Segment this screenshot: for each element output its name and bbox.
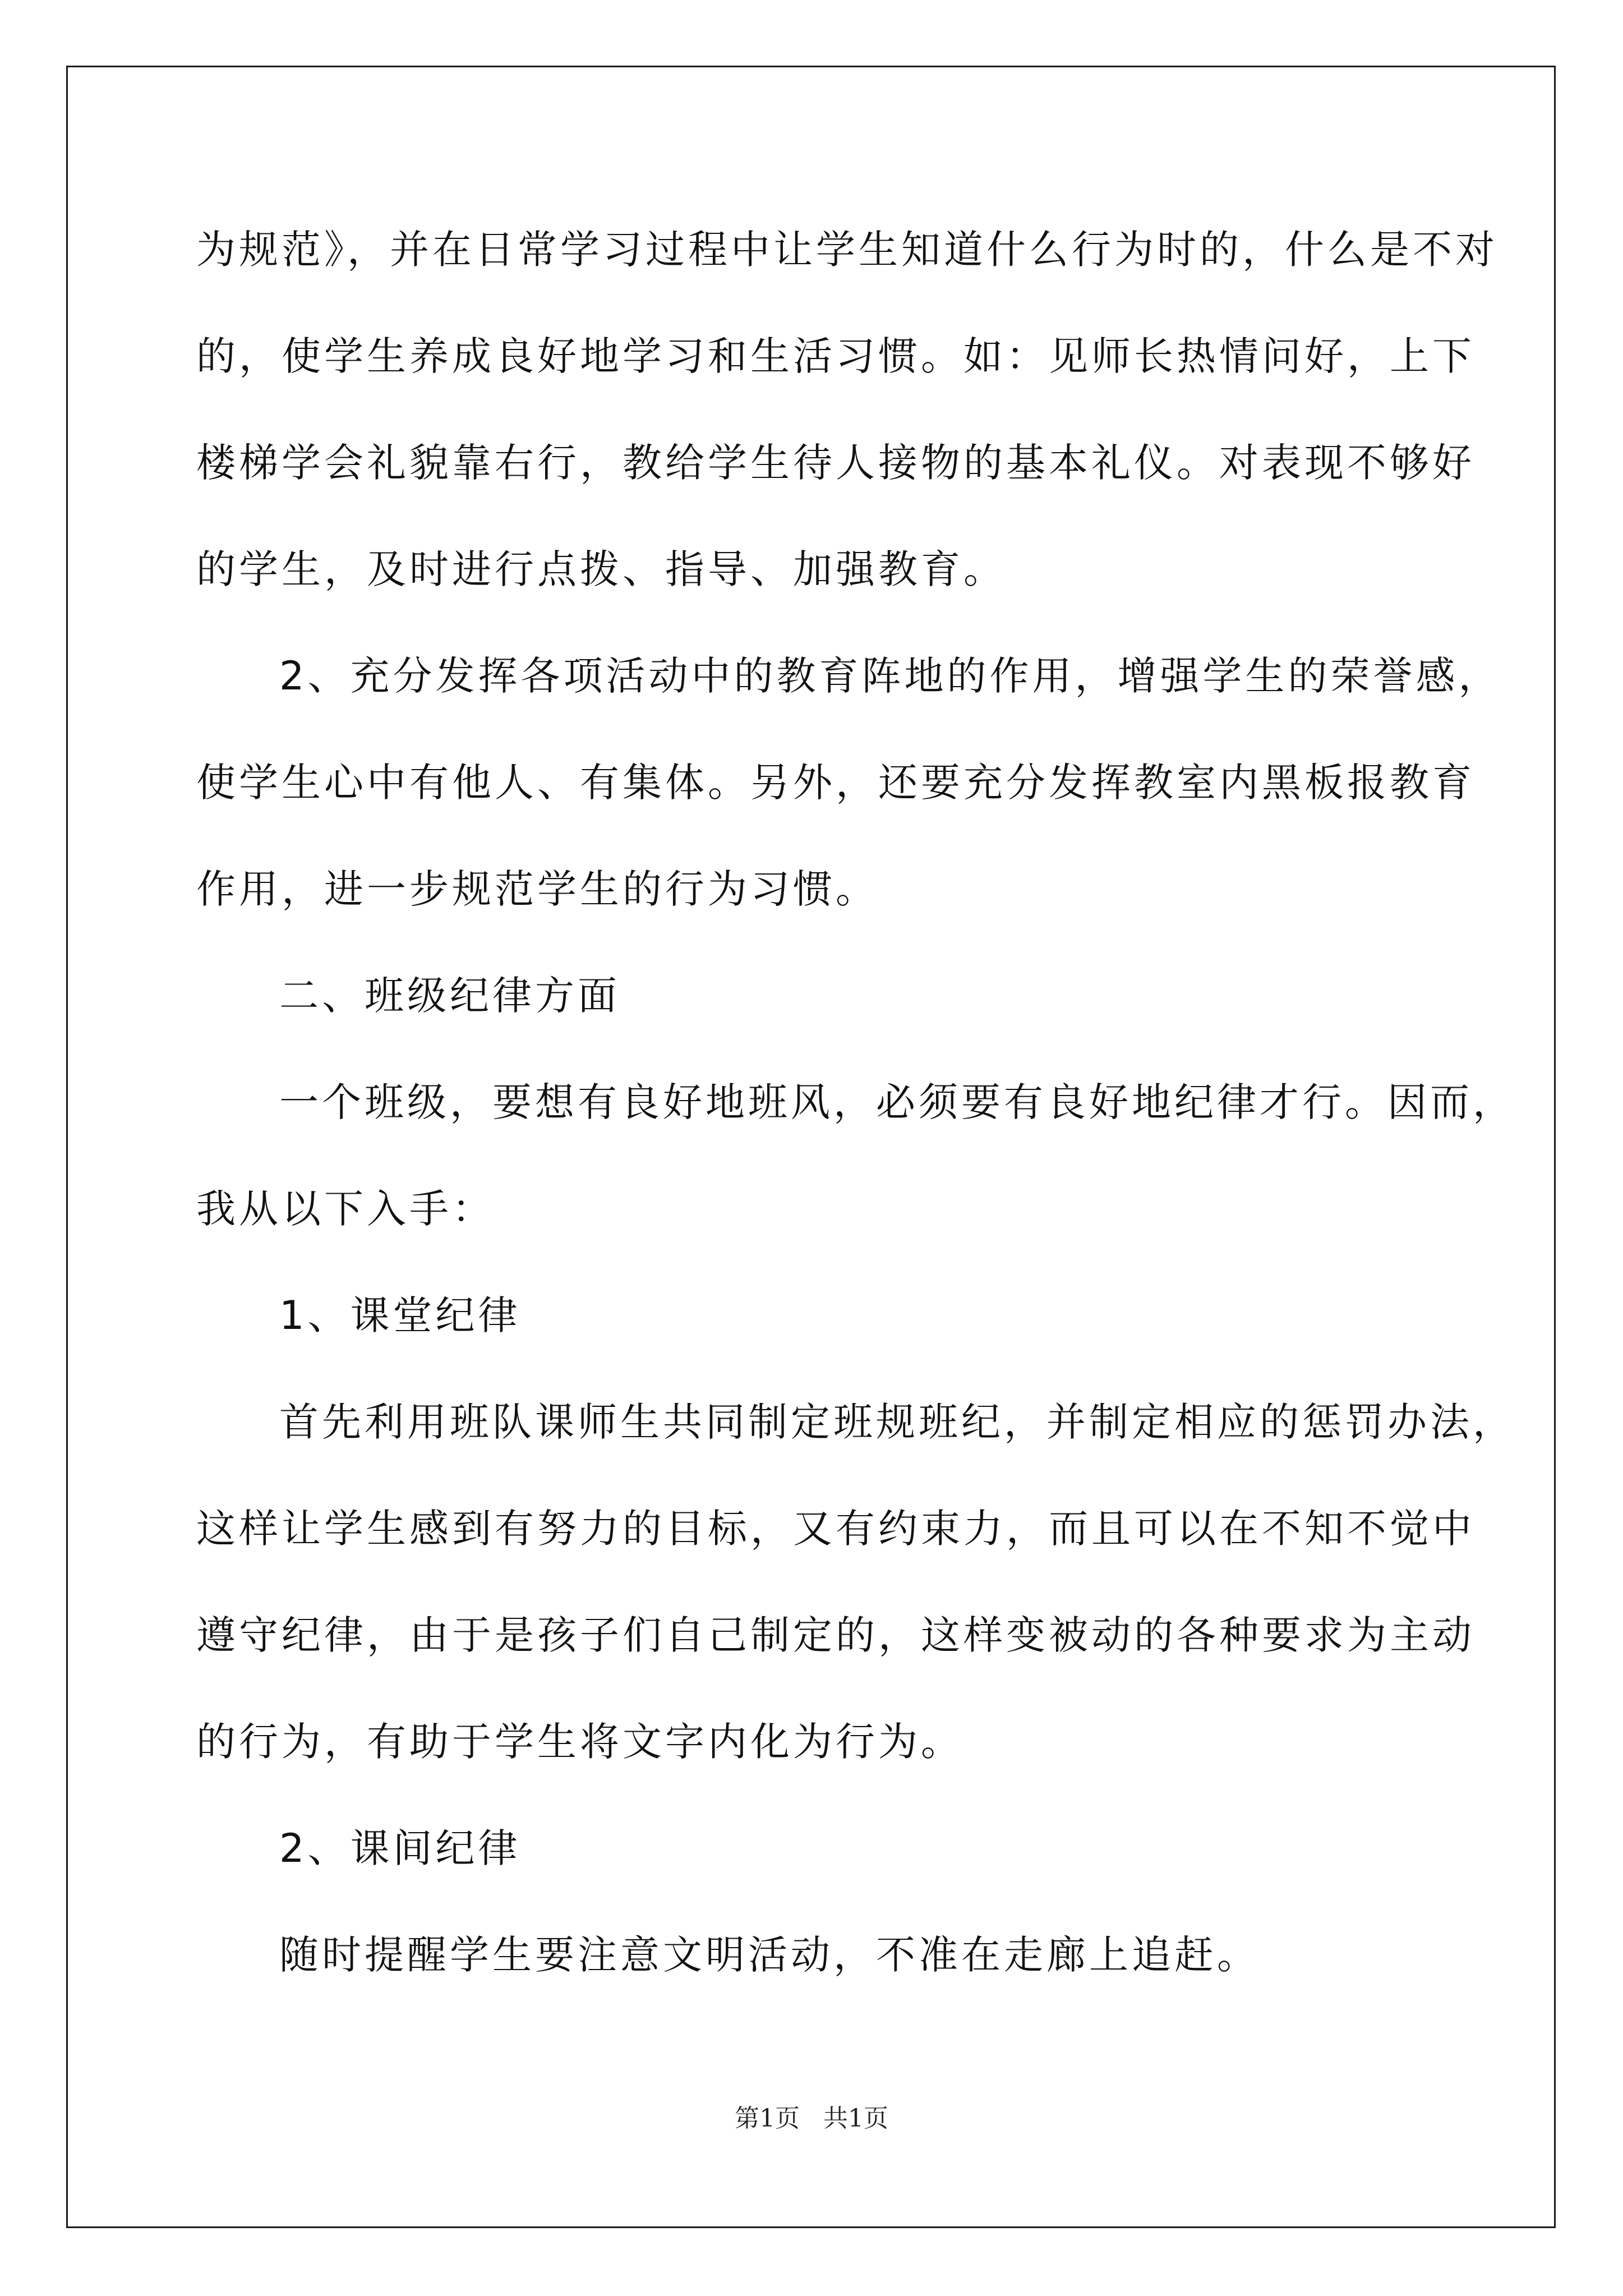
- text-line: 2、充分发挥各项活动中的教育阵地的作用，增强学生的荣誉感，: [279, 653, 1501, 699]
- text-line: 首先利用班队课师生共同制定班规班纪，并制定相应的惩罚办法，: [279, 1399, 1515, 1445]
- text-line: 楼梯学会礼貌靠右行，教给学生待人接物的基本礼仪。对表现不够好: [196, 440, 1475, 486]
- text-line: 随时提醒学生要注意文明活动，不准在走廊上追赶。: [279, 1932, 1260, 1978]
- page-number-footer: 第1页 共1页: [735, 2104, 888, 2133]
- section-heading: 二、班级纪律方面: [279, 973, 620, 1019]
- subsection-heading: 2、课间纪律: [279, 1825, 521, 1871]
- text-line: 的学生，及时进行点拨、指导、加强教育。: [196, 546, 1006, 592]
- text-line: 作用，进一步规范学生的行为习惯。: [196, 866, 878, 912]
- text-line: 的行为，有助于学生将文字内化为行为。: [196, 1719, 963, 1765]
- text-line: 遵守纪律，由于是孩子们自己制定的，这样变被动的各种要求为主动: [196, 1612, 1475, 1658]
- text-line: 这样让学生感到有努力的目标，又有约束力，而且可以在不知不觉中: [196, 1506, 1475, 1552]
- text-line: 使学生心中有他人、有集体。另外，还要充分发挥教室内黑板报教育: [196, 760, 1475, 806]
- page-border: [66, 66, 1556, 2228]
- text-line: 一个班级，要想有良好地班风，必须要有良好地纪律才行。因而，: [279, 1079, 1515, 1125]
- text-line: 的，使学生养成良好地学习和生活习惯。如：见师长热情问好，上下: [196, 333, 1475, 379]
- subsection-heading: 1、课堂纪律: [279, 1292, 521, 1338]
- text-line: 我从以下入手：: [196, 1186, 495, 1232]
- text-line: 为规范》，并在日常学习过程中让学生知道什么行为时的，什么是不对: [196, 227, 1498, 273]
